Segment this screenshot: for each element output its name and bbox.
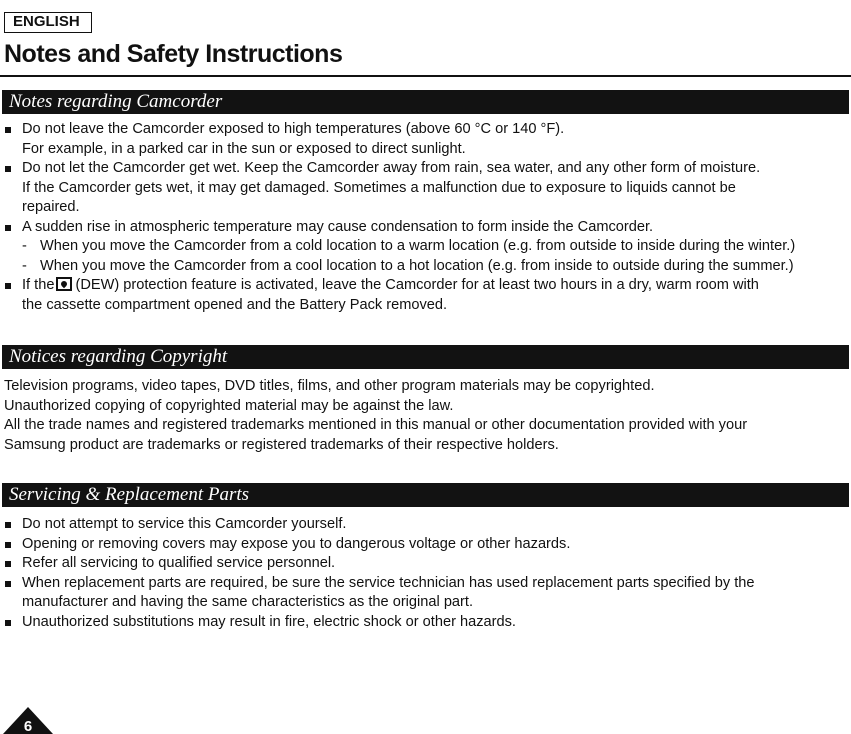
- paragraph-line: Television programs, video tapes, DVD titles, films, and other program materials may be copyrighted.: [4, 378, 655, 394]
- paragraph-line: Unauthorized copying of copyrighted material may be against the law.: [4, 397, 454, 414]
- page-number: 6: [23, 718, 33, 734]
- paragraph-line: Samsung product are trademarks or registered trademarks of their respective holders.: [4, 436, 559, 453]
- sub-item-text: When you move the Camcorder from a cool location to a hot location (e.g. from inside to outside during the summer.): [40, 257, 794, 274]
- item-text: manufacturer and having the same characteristics as the original part.: [22, 594, 474, 610]
- item-text: Do not attempt to service this Camcorder yourself.: [22, 516, 347, 532]
- item-text: Do not let the Camcorder get wet. Keep the Camcorder away from rain, sea water, and any other form of moisture.: [22, 160, 761, 176]
- list-item: [0, 535, 851, 555]
- item-text: repaired.: [22, 199, 80, 215]
- title-rule: [0, 75, 851, 77]
- list-item: [0, 554, 851, 574]
- item-text: Opening or removing covers may expose you to dangerous voltage or other hazards.: [22, 535, 571, 552]
- dash-bullet: -: [22, 257, 27, 274]
- sub-item: [0, 257, 851, 277]
- section-heading-servicing: Servicing & Replacement Parts: [2, 483, 849, 507]
- item-text: For example, in a parked car in the sun or exposed to direct sunlight.: [22, 140, 466, 157]
- section-heading-copyright: Notices regarding Copyright: [2, 345, 849, 369]
- item-text: If the (DEW) protection feature is activated, leave the Camcorder for at least two hours in a dry, warm room with: [22, 277, 759, 293]
- item-text: A sudden rise in atmospheric temperature may cause condensation to form inside the Camcorder.: [22, 218, 654, 235]
- square-bullet-icon: [5, 581, 11, 587]
- copyright-paragraph: [4, 377, 747, 455]
- item-text: If the Camcorder gets wet, it may get damaged. Sometimes a malfunction due to exposure to liquids cannot be: [22, 179, 736, 196]
- page-number-badge: [2, 706, 54, 734]
- list-item: [0, 276, 851, 315]
- square-bullet-icon: [5, 542, 11, 548]
- square-bullet-icon: [5, 561, 11, 567]
- item-text: Do not leave the Camcorder exposed to high temperatures (above 60 °C or 140 °F).: [22, 121, 565, 137]
- list-item: [0, 515, 851, 535]
- list-item: [0, 120, 851, 159]
- dew-icon: [56, 277, 72, 291]
- language-label: ENGLISH: [4, 12, 92, 33]
- item-text: Refer all servicing to qualified service personnel.: [22, 555, 336, 571]
- item-text: When replacement parts are required, be sure the service technician has used replacement parts specified by the: [22, 574, 755, 591]
- square-bullet-icon: [5, 225, 11, 231]
- square-bullet-icon: [5, 166, 11, 172]
- sub-item-text: When you move the Camcorder from a cold location to a warm location (e.g. from outside to inside during the winter.): [40, 238, 796, 254]
- item-text: Unauthorized substitutions may result in fire, electric shock or other hazards.: [22, 613, 516, 630]
- square-bullet-icon: [5, 283, 11, 289]
- section-heading-camcorder: Notes regarding Camcorder: [2, 90, 849, 114]
- dash-bullet: -: [22, 238, 27, 254]
- paragraph-line: All the trade names and registered trademarks mentioned in this manual or other documentation provided with your: [4, 417, 748, 433]
- list-item: [0, 218, 851, 238]
- sub-item: [0, 237, 851, 257]
- servicing-list: [0, 515, 851, 632]
- list-item: [0, 574, 851, 613]
- list-item: [0, 159, 851, 218]
- camcorder-notes-list: [0, 120, 851, 315]
- square-bullet-icon: [5, 620, 11, 626]
- square-bullet-icon: [5, 127, 11, 133]
- page-title: Notes and Safety Instructions: [4, 40, 343, 68]
- list-item: [0, 613, 851, 633]
- square-bullet-icon: [5, 522, 11, 528]
- item-text: the cassette compartment opened and the Battery Pack removed.: [22, 296, 448, 313]
